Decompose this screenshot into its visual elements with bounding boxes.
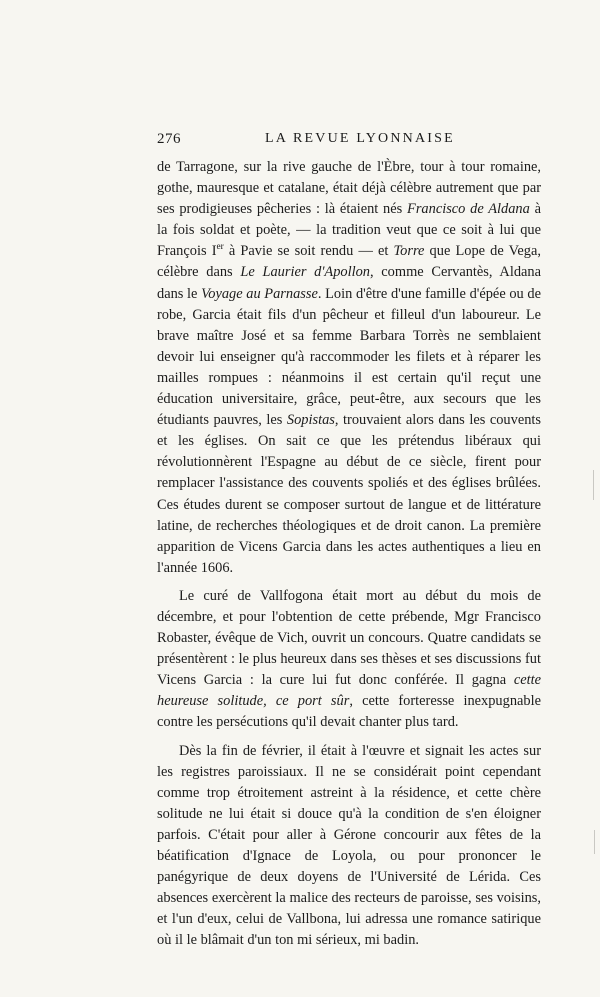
page-header <box>157 131 547 151</box>
text-run: , comme Cervantès, Aldana dans le <box>157 264 541 302</box>
page-number: 276 <box>157 131 181 147</box>
text-run: que Lope de Vega, célèbre dans <box>157 243 541 281</box>
text-run: Dès la fin de février, il était à l'œuvre et signait les actes sur les registres paroissiaux. Il ne se considérait point cependant comme trop étroitement astreint à la résidence, et cette chère solitude ne lui était si douce qu'à la condition de s'en éloigner parfois. C'était pour aller à Gérone concourir aux fêtes de la béatification d'Ignace de Loyola, ou pour prononcer le panégyrique de deux doyens de l'Université de Lérida. Ces absences exercèrent la malice des recteurs de paroisse, ses voisins, et l'un d'eux, celui de Vallbona, lui adressa une romance satirique où il le blâmait d'un ton mi sérieux, mi badin. <box>157 742 541 949</box>
text-run: à la fois soldat et poète, — la tradition veut que ce soit à lui que François I <box>157 201 541 260</box>
running-title: LA REVUE LYONNAISE <box>265 131 455 146</box>
paragraph-1 <box>157 157 541 579</box>
italic-text: cette heureuse solitude, ce port sûr <box>157 672 541 710</box>
superscript-text: er <box>216 242 224 253</box>
italic-text: Le Laurier d'Apollon <box>240 264 370 281</box>
italic-text: Francisco de Aldana <box>407 201 530 218</box>
text-run: , cette forteresse inexpugnable contre les persécutions qu'il devait chanter plus tard. <box>157 693 541 731</box>
italic-text: Torre <box>393 243 425 260</box>
paragraph-2 <box>157 586 541 734</box>
text-run: , trouvaient alors dans les couvents et les églises. On sait ce que les prétendus libéraux qui révolutionnèrent l'Espagne au début de ce siècle, firent pour remplacer l'assistance des couvents spoliés et des églises brûlées. Ces études durent se composer surtout de langue et de littérature latine, de recherches théologiques et de droit canon. La première apparition de Vicens Garcia dans les actes authentiques a lieu en l'année 1606. <box>157 412 541 576</box>
italic-text: Sopistas <box>286 412 335 429</box>
text-run: à Pavie se soit rendu — et <box>223 243 394 260</box>
margin-scan-mark <box>594 830 595 854</box>
text-run: . Loin d'être d'une famille d'épée ou de robe, Garcia était fils d'un pêcheur et filleul d'un laboureur. Le brave maître José et sa femme Barbara Torrès ne semblaient devoir lui enseigner qu'à raccommoder les filets et à réparer les mailles rompues : néanmoins il est certain qu'il reçut une éducation universitaire, grâce, peut-être, aux secours que les étudiants pauvres, les <box>157 285 541 429</box>
body-text <box>157 157 541 951</box>
paragraph-3 <box>157 741 541 952</box>
italic-text: Voyage au Parnasse <box>201 285 318 302</box>
text-run: Le curé de Vallfogona était mort au début du mois de décembre, et pour l'obtention de cette prébende, Mgr Francisco Robaster, évêque de Vich, ouvrit un concours. Quatre candidats se présentèrent : le plus heureux dans ses thèses et ses discussions fut Vicens Garcia : la cure lui fut donc conférée. Il gagna <box>157 587 541 689</box>
margin-scan-mark <box>593 470 594 500</box>
text-run: de Tarragone, sur la rive gauche de l'Èbre, tour à tour romaine, gothe, mauresque et catalane, était déjà célèbre autrement que par ses prodigieuses pêcheries : là étaient nés <box>157 159 541 218</box>
